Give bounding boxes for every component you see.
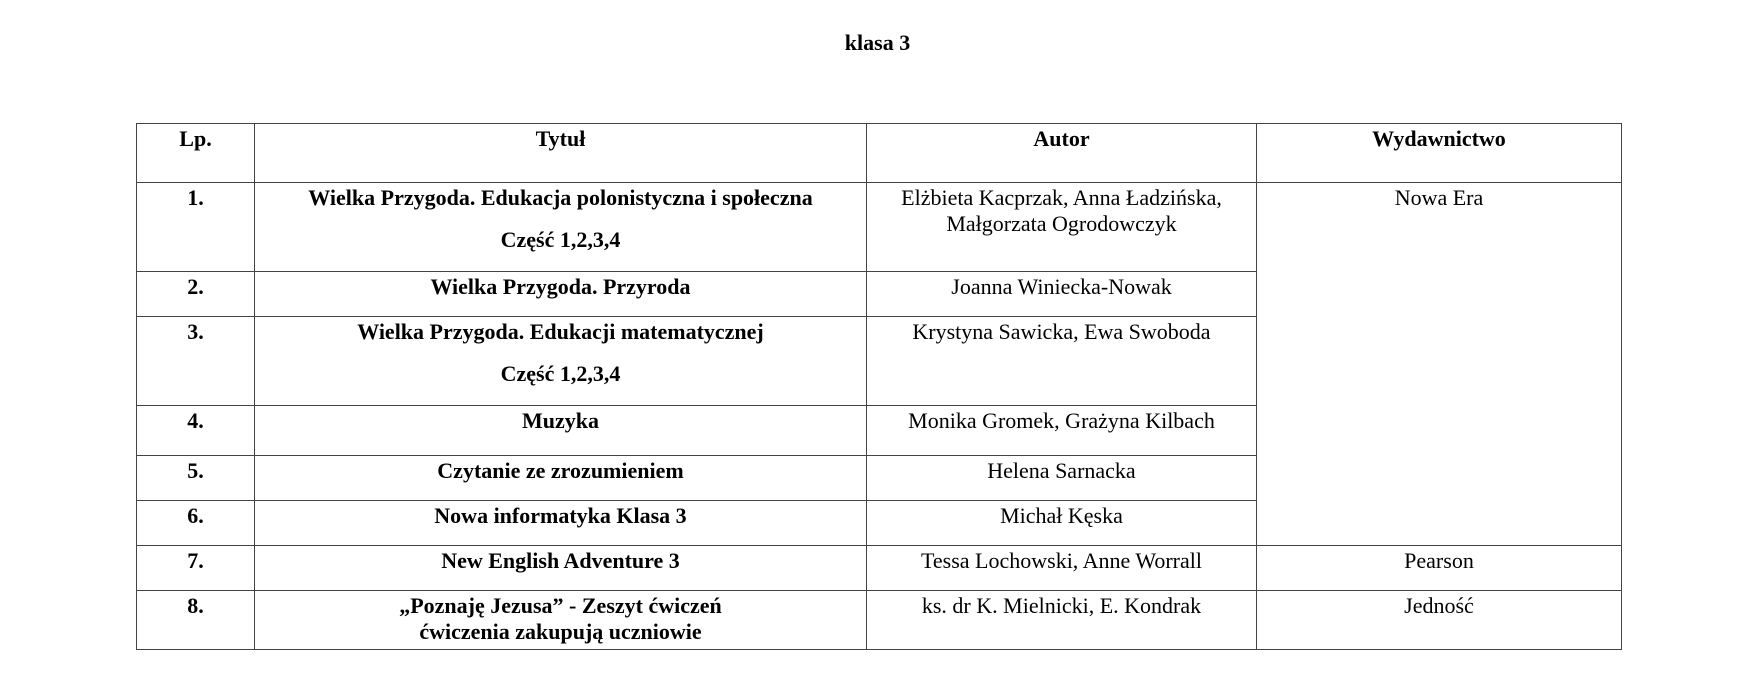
table-row (137, 591, 1622, 650)
row-number: 6. (137, 501, 255, 546)
row-number: 8. (137, 591, 255, 650)
header-author: Autor (867, 124, 1257, 183)
table-row (137, 183, 1622, 272)
book-title-line: Część 1,2,3,4 (500, 227, 621, 252)
table-header-row (137, 124, 1622, 183)
book-publisher: Nowa Era (1257, 183, 1622, 546)
book-title (255, 591, 867, 650)
row-number: 7. (137, 546, 255, 591)
book-author: ks. dr K. Mielnicki, E. Kondrak (867, 591, 1257, 650)
book-author: Michał Kęska (867, 501, 1257, 546)
book-publisher: Pearson (1257, 546, 1622, 591)
book-author: Helena Sarnacka (867, 456, 1257, 501)
book-author: Krystyna Sawicka, Ewa Swoboda (867, 317, 1257, 406)
book-title-line: Wielka Przygoda. Edukacji matematycznej (357, 319, 764, 344)
book-title (255, 317, 867, 406)
book-author: Elżbieta Kacprzak, Anna Ładzińska, Małgorzata Ogrodowczyk (867, 183, 1257, 272)
book-title-line: Wielka Przygoda. Edukacja polonistyczna i społeczna (308, 185, 813, 210)
row-number: 5. (137, 456, 255, 501)
table-row (137, 546, 1622, 591)
book-title-line: Część 1,2,3,4 (500, 361, 621, 386)
book-title: Muzyka (255, 406, 867, 456)
book-title (255, 183, 867, 272)
row-number: 4. (137, 406, 255, 456)
header-title: Tytuł (255, 124, 867, 183)
book-publisher: Jedność (1257, 591, 1622, 650)
header-publisher: Wydawnictwo (1257, 124, 1622, 183)
header-lp: Lp. (137, 124, 255, 183)
row-number: 2. (137, 272, 255, 317)
book-title: Wielka Przygoda. Przyroda (255, 272, 867, 317)
book-title-line: „Poznaję Jezusa” - Zeszyt ćwiczeń (399, 593, 722, 618)
book-title-line: ćwiczenia zakupują uczniowie (419, 619, 702, 644)
book-title: Nowa informatyka Klasa 3 (255, 501, 867, 546)
book-author: Monika Gromek, Grażyna Kilbach (867, 406, 1257, 456)
row-number: 1. (137, 183, 255, 272)
textbook-table (136, 123, 1622, 650)
book-author: Tessa Lochowski, Anne Worrall (867, 546, 1257, 591)
book-author: Joanna Winiecka-Nowak (867, 272, 1257, 317)
row-number: 3. (137, 317, 255, 406)
book-title: New English Adventure 3 (255, 546, 867, 591)
book-title: Czytanie ze zrozumieniem (255, 456, 867, 501)
page-title: klasa 3 (844, 30, 911, 55)
